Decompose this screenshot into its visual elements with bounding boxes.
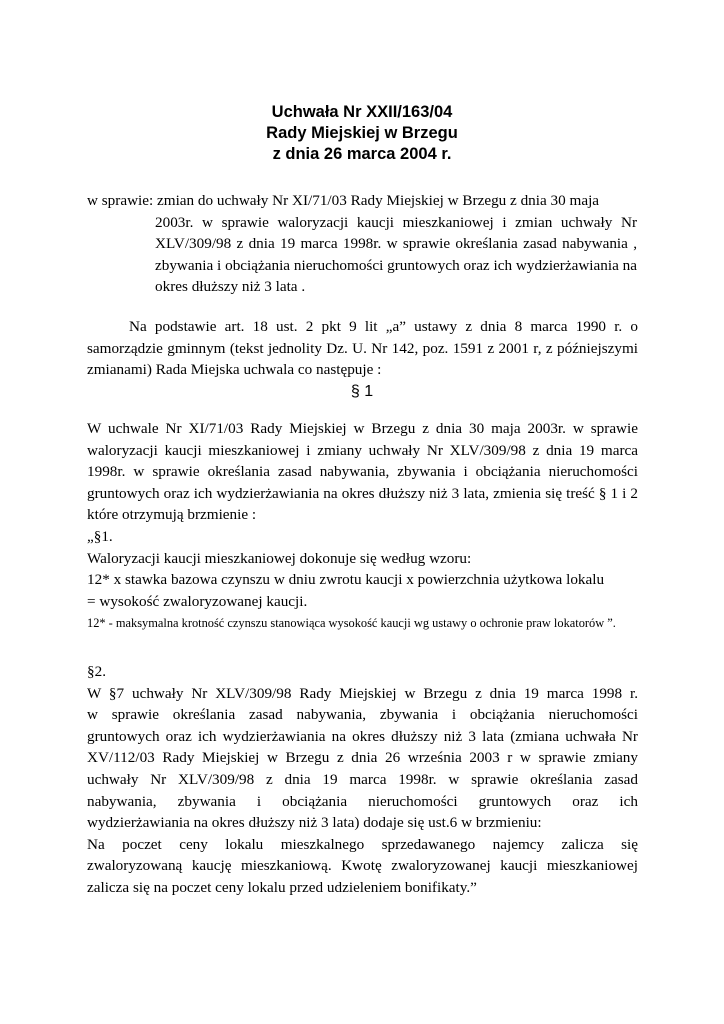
quoted-section-2-line: W §7 uchwały Nr XLV/309/98 Rady Miejskiej w Brzegu z dnia 19 marca 1998 r. (87, 684, 638, 702)
quoted-section-2-line: XV/112/03 Rady Miejskiej w Brzegu z dnia 26 września 2003 r w sprawie zmiany (87, 749, 638, 767)
quoted-section-1-line-1: Waloryzacji kaucji mieszkaniowej dokonuje się według wzoru: (87, 549, 472, 567)
legal-basis-text: Na podstawie art. 18 ust. 2 pkt 9 lit „a” ustawy z dnia 8 marca 1990 r. o samorządzie gminnym (tekst jednolity Dz. U. Nr 142, poz. 1591 z 2001 r, z późniejszymi zmianami) Rada Miejska uchwala co następuje : (87, 318, 638, 379)
quoted-section-1-formula-result: = wysokość zwaloryzowanej kaucji. (87, 592, 308, 610)
quoted-section-2-line: zwaloryzowaną kaucję mieszkaniową. Kwotę zwaloryzowanej kaucji mieszkaniowej (87, 857, 638, 875)
quoted-section-2-line: Na poczet ceny lokalu mieszkalnego sprzedawanego najemcy zalicza się (87, 835, 638, 853)
quoted-section-2 (87, 661, 638, 899)
subject-first-line: zmian do uchwały Nr XI/71/03 Rady Miejskiej w Brzegu z dnia 30 maja (157, 192, 600, 209)
quoted-section-2-line: w sprawie określania zasad nabywania, zbywania i obciążania nieruchomości (87, 706, 638, 724)
subject-continuation: 2003r. w sprawie waloryzacji kaucji mieszkaniowej i zmian uchwały Nr XLV/309/98 z dnia 19 marca 1998r. w sprawie określania zasad nabywania , zbywania i obciążania nieruchomości gruntowych oraz ich wydzierżawiania na okres dłuższy niż 3 lata . (155, 213, 637, 296)
section-1-symbol: § 1 (350, 383, 374, 400)
subject-paragraph (87, 190, 637, 298)
quoted-section-2-line: uchwały Nr XLV/309/98 z dnia 19 marca 1998r. w sprawie określania zasad (87, 770, 638, 788)
legal-basis-paragraph (87, 316, 638, 381)
title-resolution-number: Uchwała Nr XXII/163/04 (271, 103, 453, 121)
quoted-section-2-line: nabywania, zbywania i obciążania nieruchomości gruntowych oraz ich (87, 792, 638, 810)
title-date: z dnia 26 marca 2004 r. (272, 145, 452, 163)
quoted-section-2-line: wydzierżawiania na okres dłuższy niż 3 lata) dodaje się ust.6 w brzmieniu: (87, 814, 542, 832)
quoted-section-2-line: zalicza się na poczet ceny lokalu przed udzieleniem bonifikaty.” (87, 878, 477, 896)
quoted-section-2-heading: §2. (87, 663, 106, 680)
quoted-section-1-formula: 12* x stawka bazowa czynszu w dniu zwrotu kaucji x powierzchnia użytkowa lokalu (87, 571, 605, 589)
quoted-section-2-line: gruntowych oraz ich wydzierżawiania na okres dłuższy niż 3 lata (zmiana uchwała Nr (87, 727, 638, 745)
footnote: 12* - maksymalna krotność czynszu stanowiąca wysokość kaucji wg ustawy o ochronie praw lokatorów ”. (87, 616, 616, 630)
subject-lead: w sprawie: (87, 192, 154, 209)
quoted-section-1 (87, 526, 638, 612)
section-1-text: W uchwale Nr XI/71/03 Rady Miejskiej w Brzegu z dnia 30 maja 2003r. w sprawie waloryzacji kaucji mieszkaniowej i zmiany uchwały Nr XLV/309/98 z dnia 19 marca 1998r. w sprawie określania zasad nabywania, zbywania i obciążania nieruchomości gruntowych oraz ich wydzierżawiania na okres dłuższy niż 3 lata, zmienia się treść § 1 i 2 które otrzymują brzmienie : (87, 420, 638, 524)
title-council: Rady Miejskiej w Brzegu (266, 124, 458, 142)
quoted-section-1-heading: „§1. (87, 528, 113, 545)
document-title (0, 102, 724, 165)
